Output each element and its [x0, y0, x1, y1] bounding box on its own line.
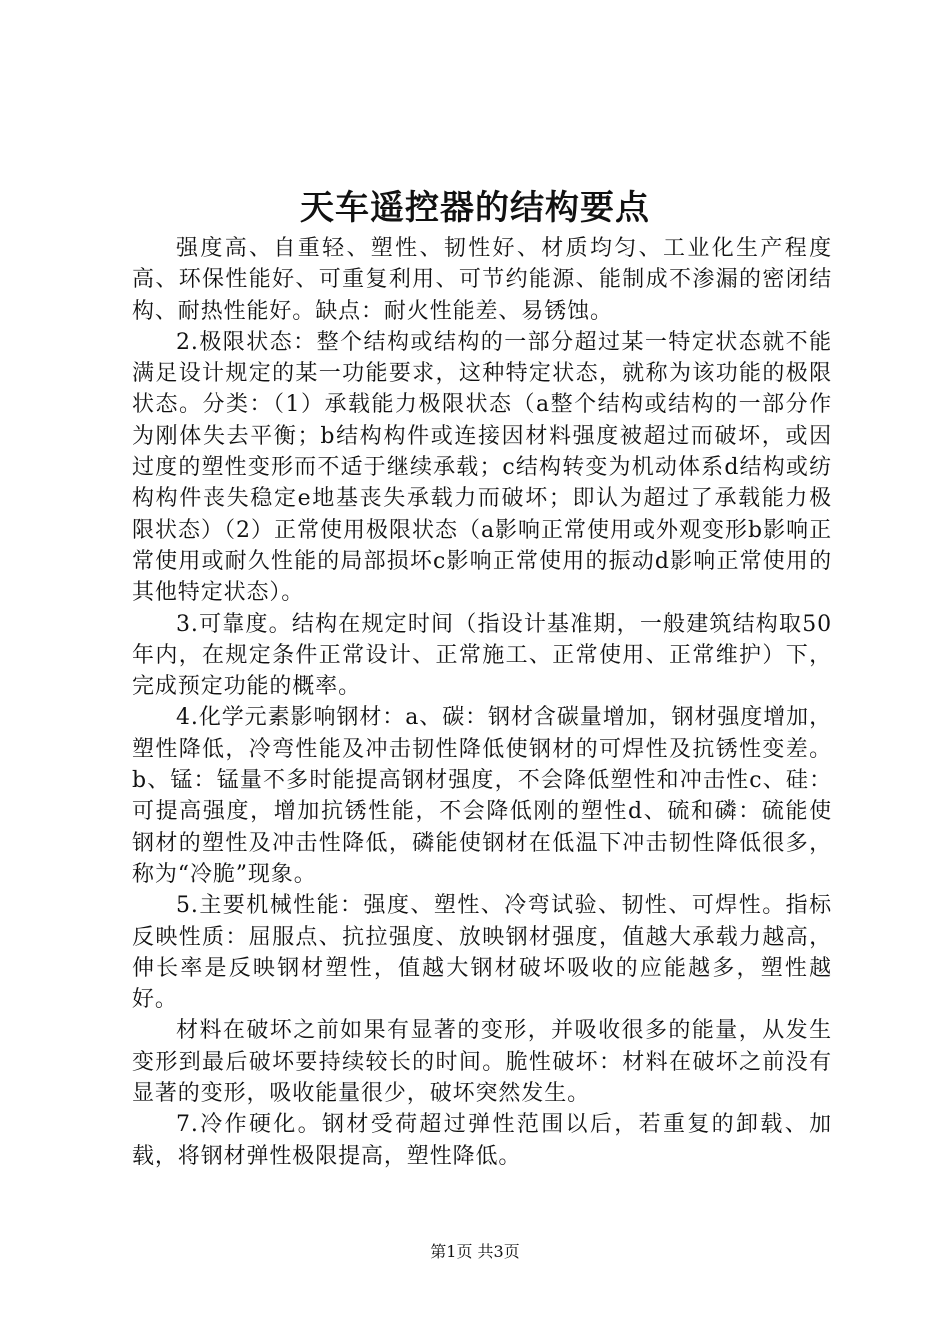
paragraph-2: 2.极限状态：整个结构或结构的一部分超过某一特定状态就不能满足设计规定的某一功能要求，这种特定状态，就称为该功能的极限状态。分类：（1）承载能力极限状态（a整个结构或结构的一部分作为刚体失去平衡；b结构构件或连接因材料强度被超过而破坏，或因过度的塑性变形而不适于继续承载；c结构转变为机动体系d结构或纺构构件丧失稳定e地基丧失承载力而破坏；即认为超过了承载能力极限状态）（2）正常使用极限状态（a影响正常使用或外观变形b影响正常使用或耐久性能的局部损坏c影响正常使用的振动d影响正常使用的其他特定状态）。	[132, 329, 832, 606]
paragraph-1: 强度高、自重轻、塑性、韧性好、材质均匀、工业化生产程度高、环保性能好、可重复利用、可节约能源、能制成不渗漏的密闭结构、耐热性能好。缺点：耐火性能差、易锈蚀。	[132, 236, 832, 324]
document-body	[132, 233, 832, 1172]
paragraph-4: 4.化学元素影响钢材：a、碳：钢材含碳量增加，钢材强度增加，塑性降低，冷弯性能及冲击韧性降低使钢材的可焊性及抗锈性变差。b、锰：锰量不多时能提高钢材强度，不会降低塑性和冲击性c、硅：可提高强度，增加抗锈性能，不会降低刚的塑性d、硫和磷：硫能使钢材的塑性及冲击性降低，磷能使钢材在低温下冲击韧性降低很多，称为“冷脆”现象。	[132, 705, 832, 887]
paragraph-3: 3.可靠度。结构在规定时间（指设计基准期，一般建筑结构取50年内，在规定条件正常设计、正常施工、正常使用、正常维护）下，完成预定功能的概率。	[132, 611, 832, 700]
paragraph-5: 5.主要机械性能：强度、塑性、冷弯试验、韧性、可焊性。指标反映性质：屈服点、抗拉强度、放映钢材强度，值越大承载力越高，伸长率是反映钢材塑性，值越大钢材破坏吸收的应能越多，塑性越好。	[132, 893, 832, 1013]
paragraph-6: 材料在破坏之前如果有显著的变形，并吸收很多的能量，从发生变形到最后破坏要持续较长的时间。脆性破坏：材料在破坏之前没有显著的变形，吸收能量很少，破坏突然发生。	[132, 1018, 832, 1107]
page-footer: 第1页 共3页	[430, 1242, 520, 1261]
paragraph-7: 7.冷作硬化。钢材受荷超过弹性范围以后，若重复的卸载、加载，将钢材弹性极限提高，塑性降低。	[132, 1112, 832, 1169]
document-title: 天车遥控器的结构要点	[300, 188, 650, 228]
